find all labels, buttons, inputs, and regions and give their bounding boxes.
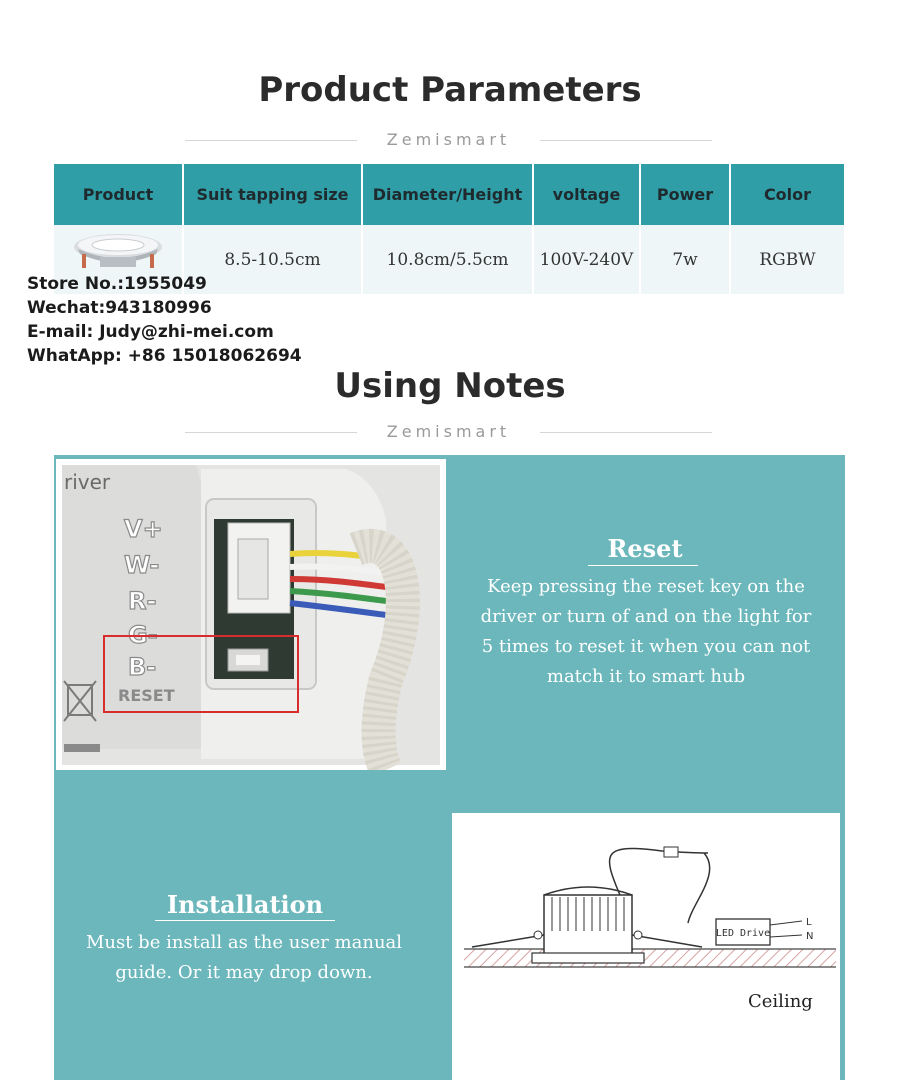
wire-n-label: N xyxy=(806,931,814,942)
installation-diagram xyxy=(452,813,840,1080)
color-value: RGBW xyxy=(730,225,844,294)
store-number: Store No.:1955049 xyxy=(27,274,207,294)
params-brand: Zemismart xyxy=(386,130,511,149)
notes-brand-row xyxy=(185,422,712,442)
reset-line: 5 times to reset it when you can not xyxy=(481,636,811,657)
header-diameter-height: Diameter/Height xyxy=(362,164,533,225)
installation-diagram-frame xyxy=(452,813,840,1080)
store-info xyxy=(27,272,302,368)
tapping-size-value: 8.5-10.5cm xyxy=(183,225,362,294)
header-color: Color xyxy=(730,164,844,225)
store-email: E-mail: Judy@zhi-mei.com xyxy=(27,322,274,342)
header-tapping-size: Suit tapping size xyxy=(183,164,362,225)
reset-body xyxy=(466,572,826,692)
photo-reset-label: RESET xyxy=(118,686,175,705)
header-product: Product xyxy=(54,164,183,225)
installation-title: Installation xyxy=(166,890,324,919)
reset-title: Reset xyxy=(607,534,683,563)
store-wechat: Wechat:943180996 xyxy=(27,298,212,318)
installation-body xyxy=(74,928,414,988)
installation-underline xyxy=(155,920,335,921)
voltage-value: 100V-240V xyxy=(533,225,640,294)
params-title: Product Parameters xyxy=(258,70,642,110)
terminal-label: W- xyxy=(124,551,160,579)
params-brand-row xyxy=(185,130,712,150)
diameter-height-value: 10.8cm/5.5cm xyxy=(362,225,533,294)
notes-title: Using Notes xyxy=(334,366,566,406)
driver-photo-frame xyxy=(56,459,446,770)
terminal-label: V+ xyxy=(124,515,163,543)
divider-right xyxy=(540,140,712,141)
divider-right xyxy=(540,432,712,433)
reset-line: Keep pressing the reset key on the xyxy=(487,576,805,597)
terminal-label: B- xyxy=(128,653,157,681)
ceiling-label: Ceiling xyxy=(748,991,813,1012)
terminal-label: R- xyxy=(128,587,157,615)
installation-line: Must be install as the user manual xyxy=(85,932,403,953)
reset-line: driver or turn of and on the light for xyxy=(480,606,812,627)
notes-brand: Zemismart xyxy=(386,422,511,441)
driver-photo-text: river xyxy=(64,470,111,494)
header-power: Power xyxy=(640,164,730,225)
store-whatsapp: WhatApp: +86 15018062694 xyxy=(27,346,302,366)
led-drive-label: LED Drive xyxy=(715,928,771,939)
wire-l-label: L xyxy=(806,917,812,928)
reset-underline xyxy=(588,565,698,566)
terminal-label: G- xyxy=(128,621,158,649)
header-voltage: voltage xyxy=(533,164,640,225)
power-value: 7w xyxy=(640,225,730,294)
downlight-image xyxy=(70,227,166,279)
table-header-row xyxy=(54,164,844,225)
reset-line: match it to smart hub xyxy=(546,666,746,687)
installation-line: guide. Or it may drop down. xyxy=(115,962,373,983)
driver-photo xyxy=(56,459,446,770)
